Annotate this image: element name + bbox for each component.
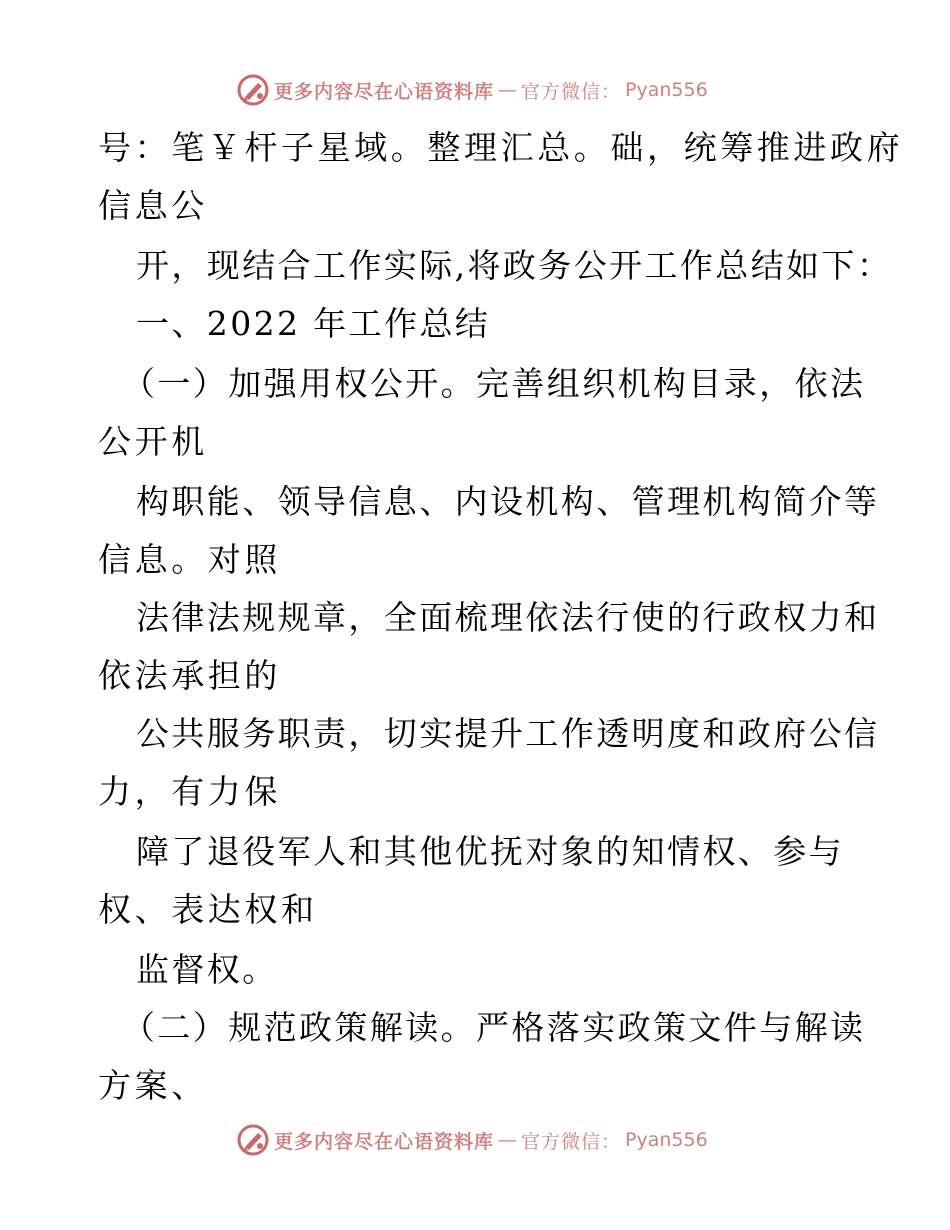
body-line: 法律法规规章，全面梳理依法行使的行政权力和 xyxy=(136,598,880,637)
body-line: 障了退役军人和其他优抚对象的知情权、参与 xyxy=(136,832,844,871)
section-heading: 一、2022 年工作总结 xyxy=(136,304,491,343)
body-line: 公开机 xyxy=(98,422,208,461)
watermark-official: 官方微信： xyxy=(521,80,622,103)
body-line: 号：笔￥杆子星域。整理汇总。础，统筹推进政府 xyxy=(98,128,904,167)
body-line: 监督权。 xyxy=(136,950,278,989)
watermark-dash: — xyxy=(498,1129,518,1151)
body-line: 构职能、领导信息、内设机构、管理机构简介等 xyxy=(136,482,880,521)
watermark-official: 官方微信： xyxy=(521,1130,622,1153)
header-watermark xyxy=(236,72,708,108)
watermark-wechat: Pyan556 xyxy=(625,79,708,101)
body-line: 权、表达权和 xyxy=(98,890,318,929)
body-line: 信息。对照 xyxy=(98,540,281,579)
watermark-brand: 更多内容尽在心语资料库 xyxy=(274,80,495,103)
body-line: 公共服务职责，切实提升工作透明度和政府公信 xyxy=(136,714,880,753)
footer-watermark xyxy=(236,1122,708,1158)
body-line: 力，有力保 xyxy=(98,772,281,811)
pen-circle-logo-icon xyxy=(236,1123,270,1157)
body-line: 信息公 xyxy=(98,186,208,225)
body-line: 方案、 xyxy=(98,1066,208,1105)
watermark-brand: 更多内容尽在心语资料库 xyxy=(274,1130,495,1153)
body-line: 开，现结合工作实际,将政务公开工作总结如下： xyxy=(136,246,893,285)
pen-circle-logo-icon xyxy=(236,73,270,107)
body-line: （一）加强用权公开。完善组织机构目录，依法 xyxy=(122,364,866,403)
body-line: 依法承担的 xyxy=(98,656,281,695)
watermark-wechat: Pyan556 xyxy=(625,1129,708,1151)
body-line: （二）规范政策解读。严格落实政策文件与解读 xyxy=(122,1008,866,1047)
watermark-dash: — xyxy=(498,79,518,101)
